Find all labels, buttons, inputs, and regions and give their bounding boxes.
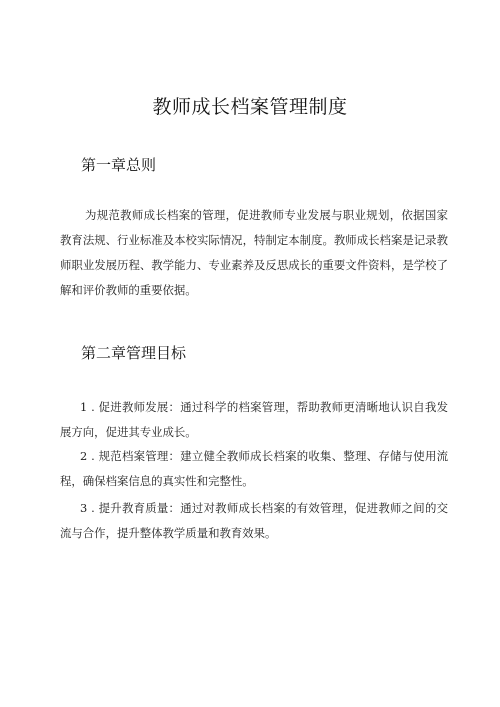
paragraph-general-intro: 为规范教师成长档案的管理，促进教师专业发展与职业规划，依据国家教育法规、行业标准及本校实际情况，特制定本制度。教师成长档案是记录教师职业发展历程、教学能力、专业素养及反思成长的重要文件资料，是学校了解和评价教师的重要依据。 — [60, 208, 448, 297]
paragraph-goal-2: 2 . 规范档案管理：建立健全教师成长档案的收集、整理、存储与使用流程，确保档案信息的真实性和完整性。 — [60, 449, 448, 488]
chapter-heading-general: 第一章总则 — [81, 156, 157, 174]
chapter-heading-management-goals: 第二章管理目标 — [81, 344, 187, 362]
paragraph-goal-3: 3 . 提升教育质量：通过对教师成长档案的有效管理，促进教师之间的交流与合作，提升整体教学质量和教育效果。 — [60, 501, 448, 540]
paragraph-goal-1: 1 . 促进教师发展：通过科学的档案管理，帮助教师更清晰地认识自我发展方向，促进其专业成长。 — [60, 400, 448, 439]
document-title: 教师成长档案管理制度 — [152, 96, 348, 118]
